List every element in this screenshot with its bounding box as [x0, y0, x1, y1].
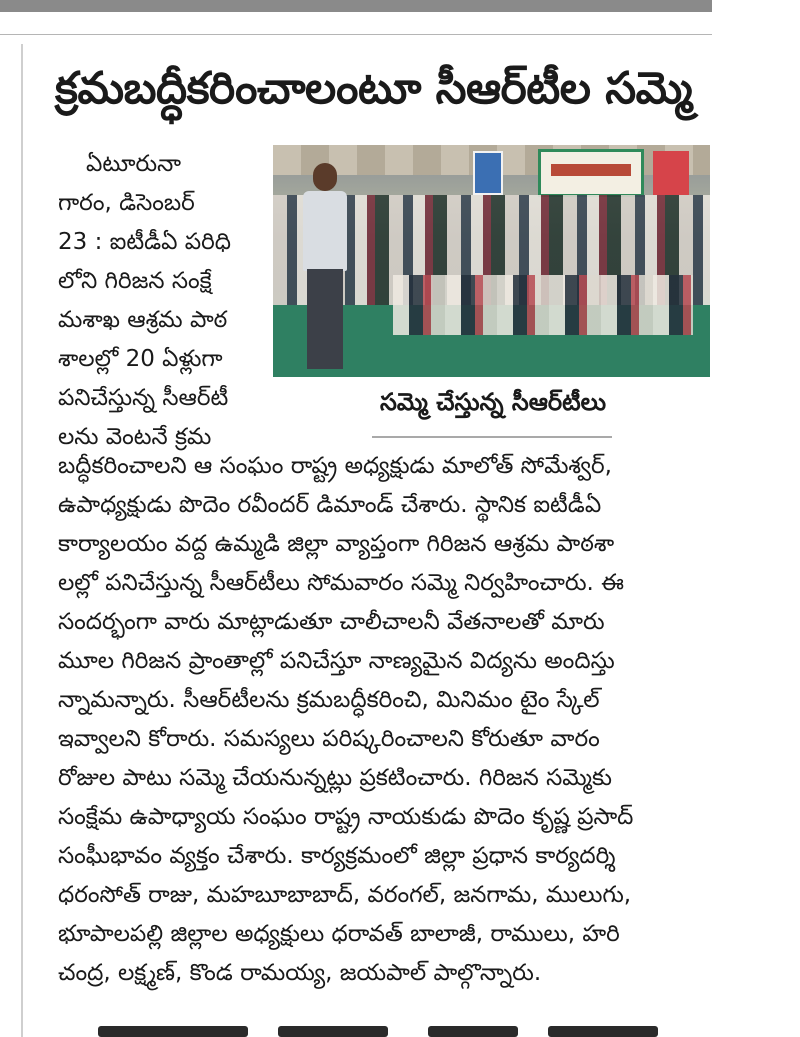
cropped-glyphs — [278, 1026, 388, 1037]
cropped-glyphs — [428, 1026, 518, 1037]
body-line: కార్యాలయం వద్ద ఉమ్మడి జిల్లా వ్యాప్తంగా గిరిజన ఆశ్రమ పాఠశా — [58, 531, 615, 557]
body-line: భూపాలపల్లి జిల్లాల అధ్యక్షులు ధరావత్ బాలాజీ, రాములు, హరి — [58, 921, 620, 947]
cropped-glyphs — [98, 1026, 248, 1037]
front-row-crowd — [393, 275, 693, 335]
body-line: సందర్భంగా వారు మాట్లాడుతూ చాలీచాలనీ వేతనాలతో మారు — [58, 609, 605, 635]
body-line: న్నామన్నారు. సీఆర్‌టీలను క్రమబద్ధీకరించి, మినిమం టైం స్కేల్ — [58, 687, 600, 713]
speaker-trousers — [307, 269, 343, 369]
caption-rule — [372, 436, 612, 438]
article-body — [58, 447, 712, 993]
photo-caption: సమ్మె చేస్తున్న సీఆర్‌టీలు — [379, 388, 607, 416]
body-line: చంద్ర, లక్ష్మణ్, కొండ రామయ్య, జయపాల్ పాల్గొన్నారు. — [58, 960, 542, 986]
banner-strike — [538, 149, 644, 197]
body-line: ధరంసోత్ రాజు, మహబూబాబాద్, వరంగల్, జనగామ, ములుగు, — [58, 882, 632, 908]
lead-line: మశాఖ ఆశ్రమ పాఠ — [58, 307, 228, 333]
lead-line: గారం, డిసెంబర్ — [58, 190, 195, 216]
column-rule — [21, 44, 23, 1037]
body-line: సంఘీభావం వ్యక్తం చేశారు. కార్యక్రమంలో జిల్లా ప్రధాన కార్యదర్శి — [58, 843, 616, 869]
red-flag — [653, 151, 689, 195]
body-line: బద్ధీకరించాలని ఆ సంఘం రాష్ట్ర అధ్యక్షుడు మాలోత్ సోమేశ్వర్, — [58, 453, 612, 479]
lead-line: 23 : ఐటీడీఏ పరిధి — [58, 229, 232, 255]
body-line: సంక్షేమ ఉపాధ్యాయ సంఘం రాష్ట్ర నాయకుడు పొదెం కృష్ణ ప్రసాద్ — [58, 804, 634, 830]
speaker-figure — [295, 163, 357, 377]
next-article-headline-cropped — [58, 1024, 698, 1037]
body-line: రోజుల పాటు సమ్మె చేయనున్నట్లు ప్రకటించారు. గిరిజన సమ్మెకు — [58, 765, 612, 791]
body-line: ఇవ్వాలని కోరారు. సమస్యలు పరిష్కరించాలని కోరుతూ వారం — [58, 726, 600, 752]
lead-line: లను వెంటనే క్రమ — [58, 424, 212, 450]
body-line: ఉపాధ్యక్షుడు పొదెం రవీందర్ డిమాండ్ చేశారు. స్థానిక ఐటీడీఏ — [58, 492, 602, 518]
body-line: మూల గిరిజన ప్రాంతాల్లో పనిచేస్తూ నాణ్యమైన విద్యను అందిస్తు — [58, 648, 615, 674]
speaker-head — [313, 163, 337, 191]
banner-blue — [473, 151, 503, 195]
lead-line: పనిచేస్తున్న సీఆర్‌టీ — [58, 385, 229, 411]
lead-line: ఏటూరునా — [86, 151, 181, 177]
lead-line: లోని గిరిజన సంక్షే — [58, 268, 212, 294]
lead-column — [58, 145, 268, 457]
lead-line: శాలల్లో 20 ఏళ్లుగా — [58, 346, 223, 372]
page-top-bar — [0, 0, 712, 12]
article-photo — [273, 145, 710, 377]
body-line: లల్లో పనిచేస్తున్న సీఆర్‌టీలు సోమవారం సమ్మె నిర్వహించారు. ఈ — [58, 570, 625, 596]
cropped-glyphs — [548, 1026, 658, 1037]
speaker-shirt — [303, 191, 347, 271]
article-headline: క్రమబద్ధీకరించాలంటూ సీఆర్‌టీల సమ్మె — [55, 63, 693, 114]
header-divider — [0, 34, 712, 35]
